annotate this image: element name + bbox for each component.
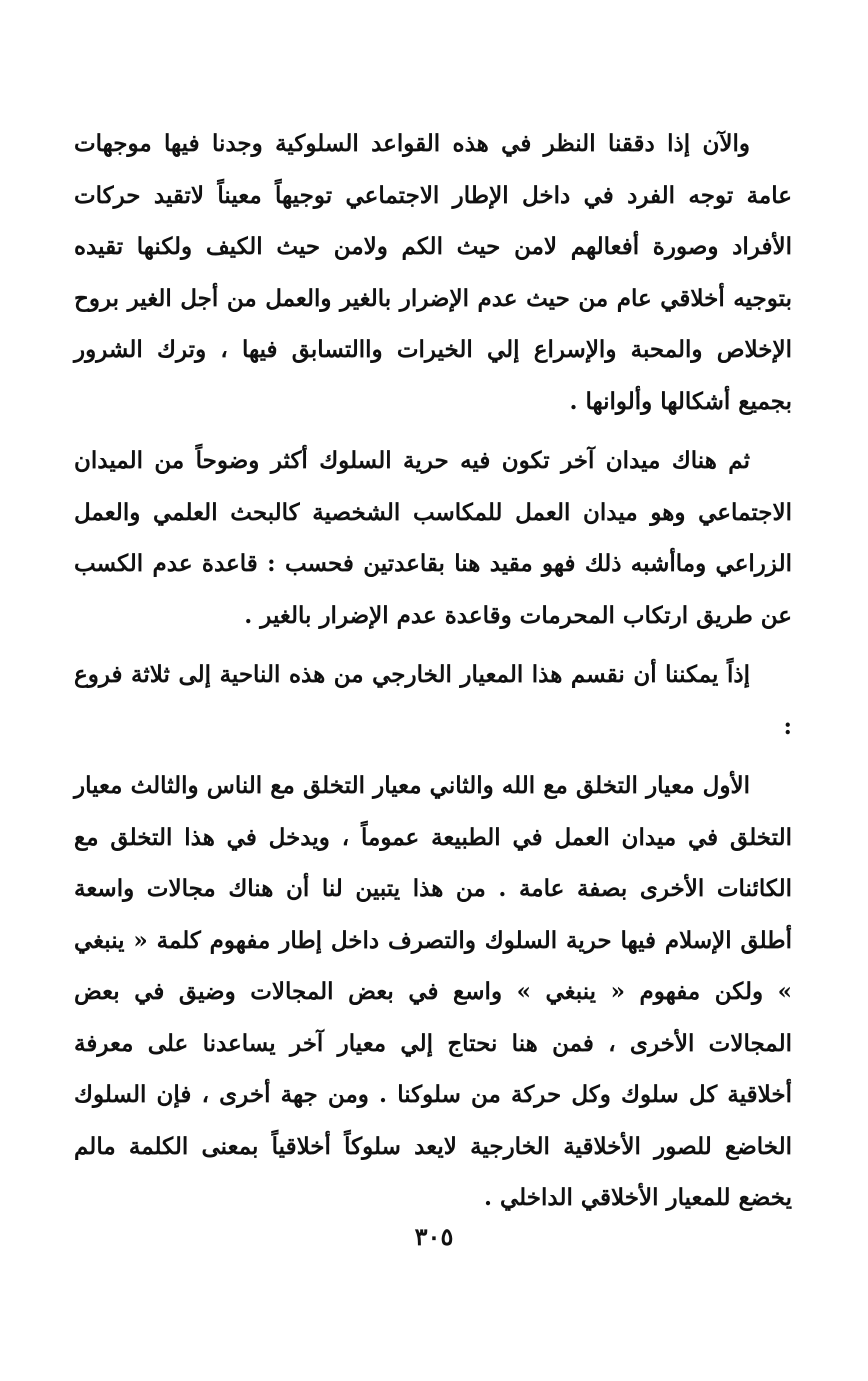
paragraph-3: إذاً يمكننا أن نقسم هذا المعيار الخارجي من هذه الناحية إلى ثلاثة فروع : [74, 661, 792, 740]
paragraph-2: ثم هناك ميدان آخر تكون فيه حرية السلوك أكثر وضوحاً من الميدان الاجتماعي وهو ميدان العمل للمكاسب الشخصية كالبحث العلمي والعمل الزراعي وماأشبه ذلك فهو مقيد هنا بقاعدتين فحسب : قاعدة عدم الكسب عن طريق ارتكاب المحرمات وقاعدة عدم الإضرار بالغير . [74, 447, 793, 629]
paragraph-1: والآن إذا دققنا النظر في هذه القواعد السلوكية وجدنا فيها موجهات عامة توجه الفرد في داخل الإطار الاجتماعي توجيهاً معيناً لاتقيد حركات الأفراد وصورة أفعالهم لامن حيث الكم ولامن حيث الكيف ولكنها تقيده بتوجيه أخلاقي عام من حيث عدم الإضرار بالغير والعمل من أجل الغير بروح الإخلاص والمحبة والإسراع إلي الخيرات واالتسابق فيها ، وترك الشرور بجميع أشكالها وألوانها . [74, 130, 792, 415]
page-number: ٣٠٥ [414, 1222, 454, 1251]
body-text [74, 118, 792, 1224]
paragraph-4: الأول معيار التخلق مع الله والثاني معيار التخلق مع الناس والثالث معيار التخلق في ميدان العمل في الطبيعة عموماً ، ويدخل في هذا التخلق مع الكائنات الأخرى بصفة عامة . من هذا يتبين لنا أن هناك مجالات واسعة أطلق الإسلام فيها حرية السلوك والتصرف داخل إطار مفهوم كلمة « ينبغي » ولكن مفهوم « ينبغي » واسع في بعض المجالات وضيق في بعض المجالات الأخرى ، فمن هنا نحتاج إلي معيار آخر يساعدنا على معرفة أخلاقية كل سلوك وكل حركة من سلوكنا . ومن جهة أخرى ، فإن السلوك الخاضع للصور الأخلاقية الخارجية لايعد سلوكاً أخلاقياً بمعنى الكلمة مالم يخضع للمعيار الأخلاقي الداخلي . [74, 772, 792, 1211]
